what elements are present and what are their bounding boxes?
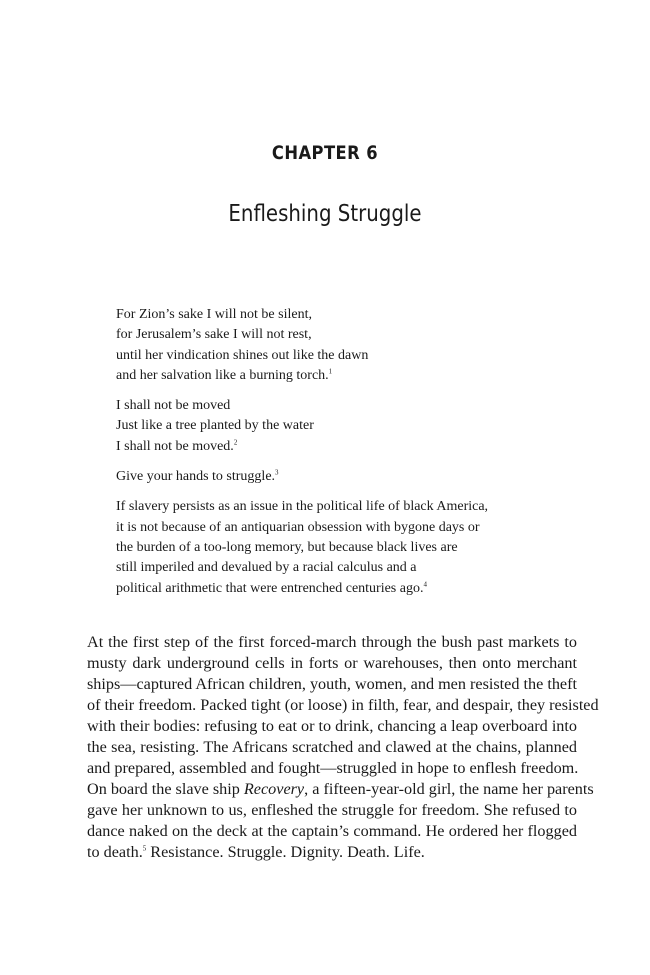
paragraph-line: of their freedom. Packed tight (or loose) in filth, fear, and despair, they resisted <box>87 696 599 714</box>
epigraph-4 <box>116 497 556 598</box>
epigraph-line: for Jerusalem’s sake I will not rest, <box>116 327 312 343</box>
last-line-after: Resistance. Struggle. Dignity. Death. Life. <box>146 843 425 861</box>
footnote-marker: 4 <box>423 579 427 588</box>
epigraph-line: For Zion’s sake I will not be silent, <box>116 307 312 322</box>
ship-line-after: , a fifteen-year-old girl, the name her parents <box>304 780 594 798</box>
epigraph-line: Just like a tree planted by the water <box>116 418 314 434</box>
footnote-marker: 1 <box>328 367 333 376</box>
ship-name: Recovery <box>243 780 305 798</box>
paragraph-line: musty dark underground cells in forts or warehouses, then onto merchant <box>87 654 577 672</box>
epigraph-line-text: political arithmetic that were entrenched centuries ago. <box>116 580 424 596</box>
paragraph-line: gave her unknown to us, enfleshed the struggle for freedom. She refused to <box>87 801 577 819</box>
epigraph-line <box>116 579 556 599</box>
paragraph-line: dance naked on the deck at the captain’s command. He ordered her flogged <box>87 822 577 840</box>
chapter-number: CHAPTER 6 <box>271 142 379 164</box>
chapter-title: Enfleshing Struggle <box>228 201 422 227</box>
epigraph-line-text: Give your hands to struggle. <box>116 469 276 485</box>
epigraph-line: If slavery persists as an issue in the political life of black America, <box>116 499 489 515</box>
paragraph-line: and prepared, assembled and fought—struggled in hope to enflesh freedom. <box>87 759 579 777</box>
epigraph-line-text: I shall not be moved. <box>116 438 234 454</box>
epigraph-line: I shall not be moved <box>116 398 231 414</box>
ship-line-before: On board the slave ship <box>87 780 244 798</box>
footnote-marker: 3 <box>275 468 279 477</box>
last-line-before: to death. <box>87 843 143 861</box>
epigraph-line: until her vindication shines out like the dawn <box>116 347 369 363</box>
footnote-marker: 2 <box>233 438 238 447</box>
epigraph-3 <box>116 467 556 487</box>
epigraph-line: the burden of a too-long memory, but because black lives are <box>116 539 458 555</box>
body-paragraph <box>87 632 599 863</box>
footnote-marker: 5 <box>142 844 147 853</box>
paragraph-line <box>87 779 594 800</box>
epigraph-line-text: and her salvation like a burning torch. <box>116 367 329 383</box>
paragraph-line: ships—captured African children, youth, women, and men resisted the theft <box>87 675 577 693</box>
paragraph-line: with their bodies: refusing to eat or to drink, chancing a leap overboard into <box>87 717 577 735</box>
epigraph-1 <box>116 305 556 386</box>
epigraph-2 <box>116 396 556 457</box>
epigraph-line: it is not because of an antiquarian obsession with bygone days or <box>116 519 480 535</box>
paragraph-line <box>87 842 577 863</box>
epigraph-line <box>116 437 556 457</box>
epigraph-line <box>116 467 556 487</box>
paragraph-line: the sea, resisting. The Africans scratched and clawed at the chains, planned <box>87 738 577 756</box>
epigraph-line: still imperiled and devalued by a racial calculus and a <box>116 560 417 576</box>
paragraph-line: At the first step of the first forced-march through the bush past markets to <box>87 633 577 651</box>
epigraph-line <box>116 366 556 386</box>
epigraphs <box>116 305 556 609</box>
